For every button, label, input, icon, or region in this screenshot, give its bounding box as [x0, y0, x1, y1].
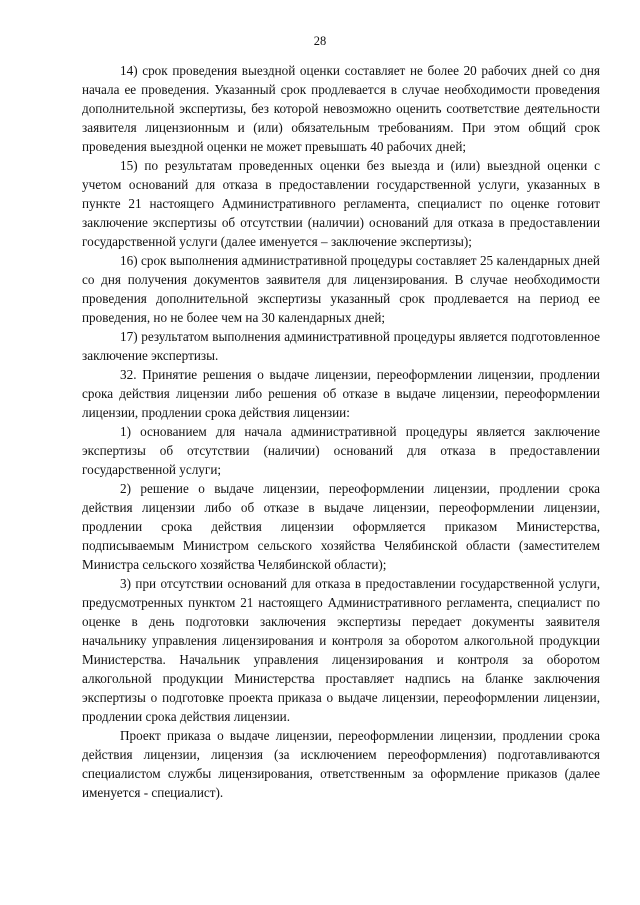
- paragraph-subitem-2-decision-order: 2) решение о выдаче лицензии, переоформлении лицензии, продлении срока действия лицензии либо об отказе в выдаче лицензии, переоформлении лицензии, продлении срока действия лицензии оформляется приказом Министерства, подписываемым Министром сельского хозяйства Челябинской области (заместителем Министра сельского хозяйства Челябинской области);: [82, 481, 600, 572]
- paragraph-item-17-procedure-result: 17) результатом выполнения административной процедуры является подготовленное заключение экспертизы.: [82, 329, 600, 363]
- paragraph-item-16-procedure-term: 16) срок выполнения административной процедуры составляет 25 календарных дней со дня получения документов заявителя для лицензирования. В случае необходимости проведения дополнительной экспертизы указанный срок продлевается на период ее проведения, но не более чем на 30 календарных дней;: [82, 253, 600, 325]
- paragraph-draft-order: Проект приказа о выдаче лицензии, переоформлении лицензии, продлении срока действия лицензии, лицензия (за исключением переоформления) подготавливаются специалистом службы лицензирования, ответственным за оформление приказов (далее именуется - специалист).: [82, 728, 600, 800]
- paragraph-item-15-expert-conclusion: 15) по результатам проведенных оценки без выезда и (или) выездной оценки с учетом оснований для отказа в предоставлении государственной услуги, указанных в пункте 21 настоящего Административного регламента, специалист по оценке готовит заключение экспертизы об отсутствии (наличии) оснований для отказа в предоставлении государственной услуги (далее именуется – заключение экспертизы);: [82, 158, 600, 249]
- paragraph-item-14-inspection-term: 14) срок проведения выездной оценки составляет не более 20 рабочих дней со дня начала ее проведения. Указанный срок продлевается в случае необходимости проведения дополнительной экспертизы, без которой невозможно оценить соответствие деятельности заявителя лицензионным и (или) обязательным требованиям. При этом общий срок проведения выездной оценки не может превышать 40 рабочих дней;: [82, 63, 600, 154]
- paragraph-section-32-decision: 32. Принятие решения о выдаче лицензии, переоформлении лицензии, продлении срока действия лицензии либо решения об отказе в выдаче лицензии, переоформлении лицензии, продлении срока действия лицензии:: [82, 367, 600, 420]
- page-number: 28: [313, 34, 327, 48]
- paragraph-subitem-1-basis: 1) основанием для начала административной процедуры является заключение экспертизы об отсутствии (наличии) оснований для отказа в предоставлении государственной услуги;: [82, 424, 600, 477]
- paragraph-subitem-3-no-grounds: 3) при отсутствии оснований для отказа в предоставлении государственной услуги, предусмотренных пунктом 21 настоящего Административного регламента, специалист по оценке в день подготовки заключения экспертизы передает документы заявителя начальнику управления лицензирования и контроля за оборотом алкогольной продукции Министерства. Начальник управления лицензирования и контроля за оборотом алкогольной продукции Министерства проставляет надпись на бланке заключения экспертизы о подготовке проекта приказа о выдаче лицензии, переоформлении лицензии, продлении срока действия лицензии.: [82, 576, 600, 724]
- document-body: [82, 61, 600, 802]
